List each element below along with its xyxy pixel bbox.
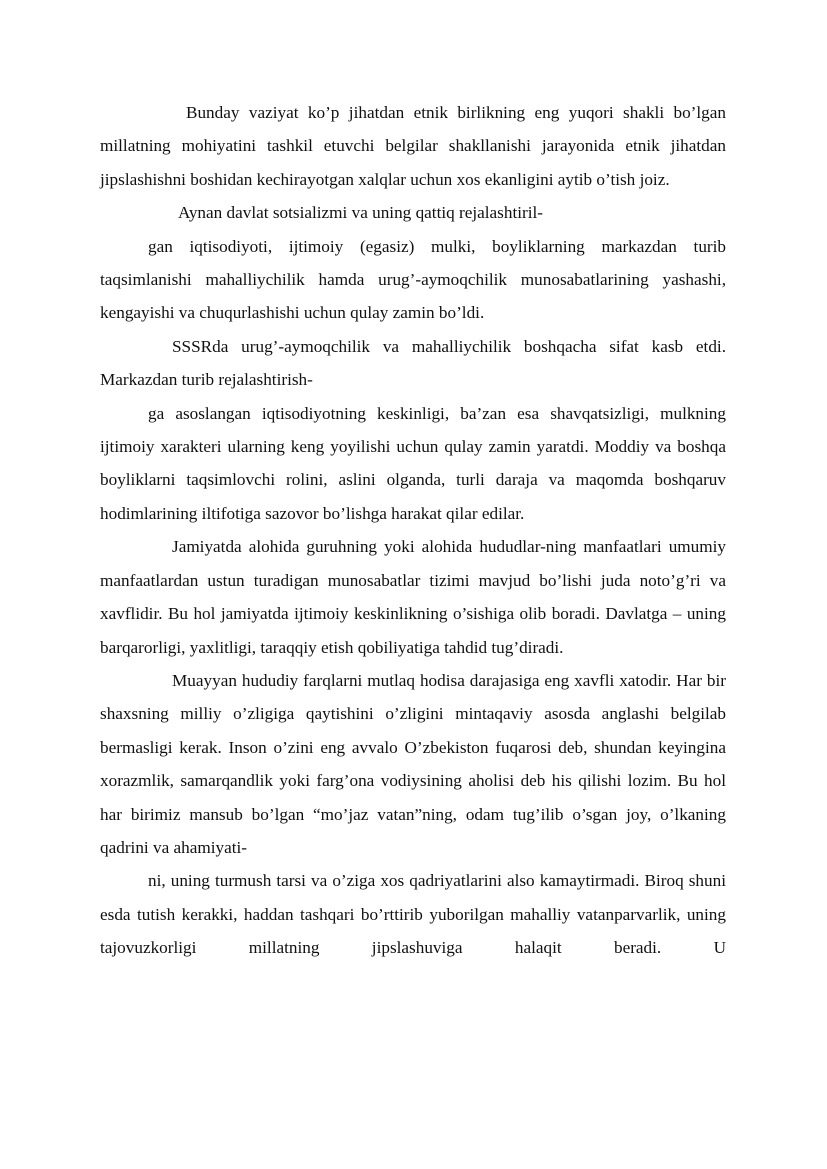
paragraph-8: ni, uning turmush tarsi va o’ziga xos qadriyatlarini also kamaytirmadi. Biroq shuni esda tutish kerakki, haddan tashqari bo’rttirib yuborilgan mahalliy vatanparvarlik, uning tajovuzkorligi millatning jipslashuviga halaqit beradi. U [100, 871, 726, 958]
paragraph-2: Aynan davlat sotsializmi va uning qattiq rejalashtiril- [178, 203, 543, 223]
paragraph-3: gan iqtisodiyoti, ijtimoiy (egasiz) mulki, boyliklarning markazdan turib taqsimlanishi mahalliychilik hamda urug’-aymoqchilik munosabatlarining yashashi, kengayishi va chuqurlashishi uchun qulay zamin bo’ldi. [100, 236, 726, 323]
paragraph-4: SSSRda urug’-aymoqchilik va mahalliychilik boshqacha sifat kasb etdi. Markazdan turib rejalashtirish- [100, 336, 726, 390]
paragraph-6: Jamiyatda alohida guruhning yoki alohida hududlar-ning manfaatlari umumiy manfaatlardan ustun turadigan munosabatlar tizimi mavjud bo’lishi juda noto’g’ri va xavflidir. Bu hol jamiyatda ijtimoiy keskinlikning o’sishiga olib boradi. Davlatga – uning barqarorligi, yaxlitligi, taraqqiy etish qobiliyatiga tahdid tug’diradi. [100, 537, 726, 657]
paragraph-1: Bunday vaziyat ko’p jihatdan etnik birlikning eng yuqori shakli bo’lgan millatning mohiyatini tashkil etuvchi belgilar shakllanishi jarayonida etnik jihatdan jipslashishni boshidan kechirayotgan xalqlar uchun xos ekanligini aytib o’tish joiz. [100, 103, 726, 189]
paragraph-7: Muayyan hududiy farqlarni mutlaq hodisa darajasiga eng xavfli xatodir. Har bir shaxsning milliy o’zligiga qaytishini o’zligini mintaqaviy asosda anglashi belgilab bermasligi kerak. Inson o’zini eng avvalo O’zbekiston fuqarosi deb, shundan keyingina xorazmlik, samarqandlik yoki farg’ona vodiysining aholisi deb his qilishi lozim. Bu hol har birimiz mansub bo’lgan “mo’jaz vatan”ning, odam tug’ilib o’sgan joy, o’lkaning qadrini va ahamiyati- [100, 670, 726, 857]
paragraph-5: ga asoslangan iqtisodiyotning keskinligi, ba’zan esa shavqatsizligi, mulkning ijtimoiy xarakteri ularning keng yoyilishi uchun qulay zamin yaratdi. Moddiy va boshqa boyliklarni taqsimlovchi rolini, aslini olganda, turli daraja va maqomda boshqaruv hodimlarining iltifotiga sazovor bo’lishga harakat qilar edilar. [100, 403, 726, 523]
document-page [100, 96, 726, 965]
